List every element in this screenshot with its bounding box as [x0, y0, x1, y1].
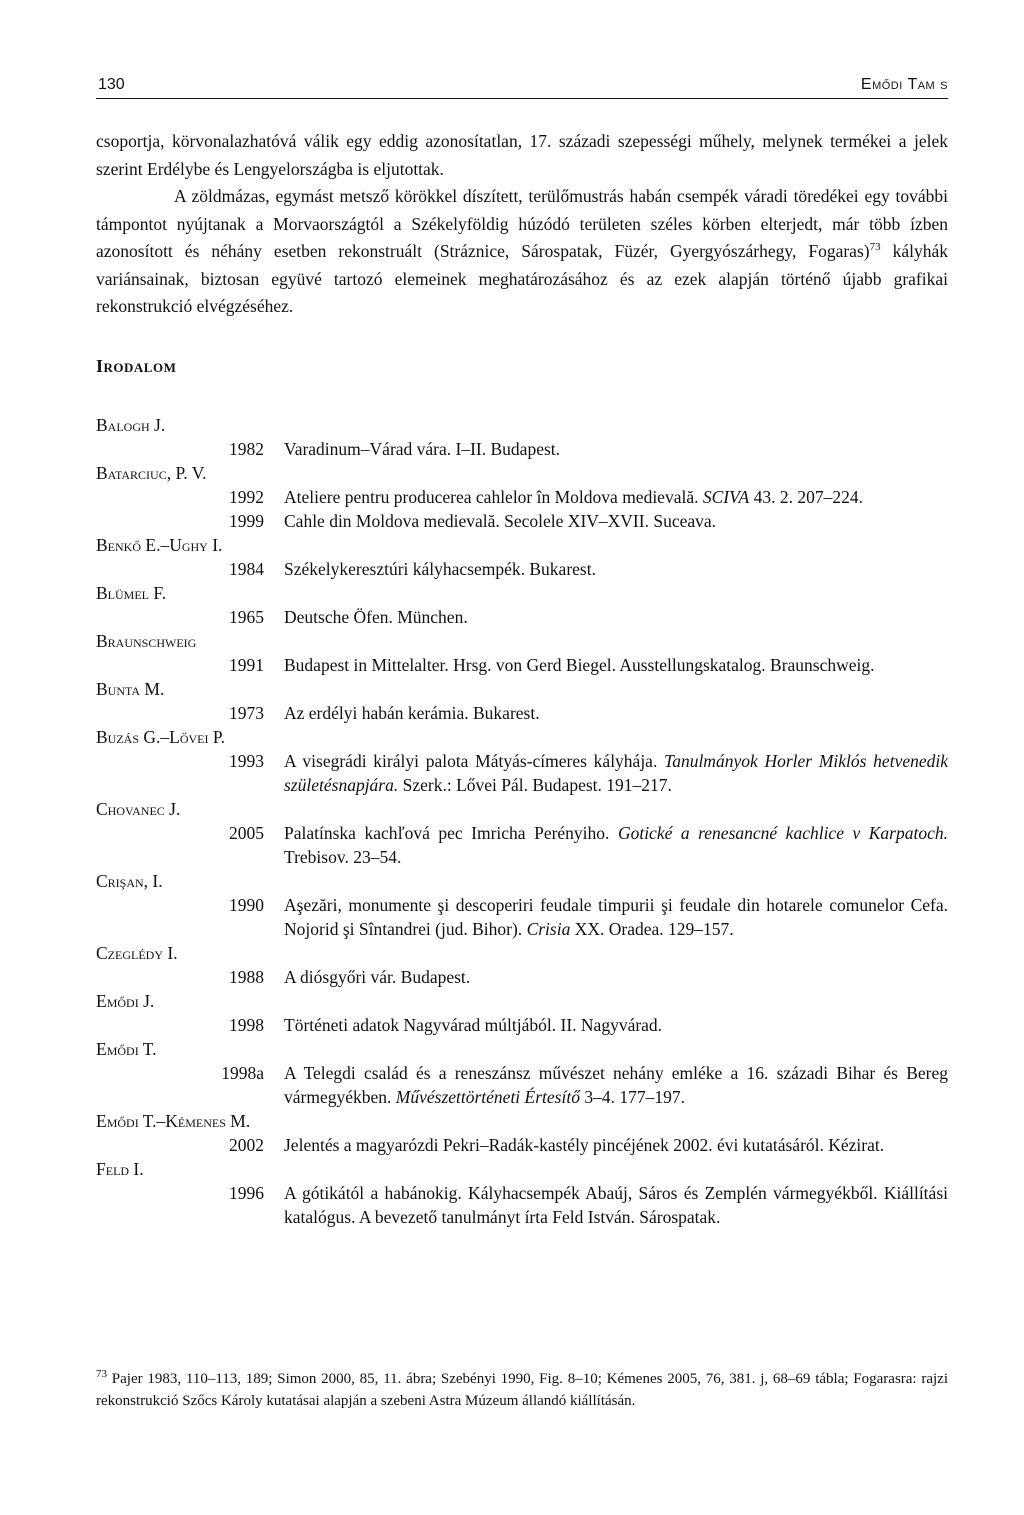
reference-item	[96, 725, 948, 797]
reference-year: 1993	[229, 751, 264, 771]
reference-entry	[96, 1181, 948, 1229]
reference-title: A diósgyőri vár. Budapest.	[284, 967, 471, 987]
paragraph-2-text: A zöldmázas, egymást metsző körökkel díszített, terülőmustrás habán csempék váradi töredékei egy további támpontot nyújtanak a Morvaországtól a Székelyföldig húzódó területen széles körben elterjedt, már több ízben azonosított és néhány esetben rekonstruált (Stráznice, Sárospatak, Füzér, Gyergyószárhegy, Fogaras)	[96, 186, 948, 261]
reference-year: 1982	[229, 439, 264, 459]
reference-year: 1991	[229, 655, 264, 675]
footnote	[96, 1368, 948, 1412]
page-header	[96, 74, 948, 99]
reference-title-tail: 43. 2. 207–224.	[749, 487, 863, 507]
reference-item	[96, 533, 948, 581]
reference-item	[96, 677, 948, 725]
reference-author: Emődi J.	[96, 991, 155, 1011]
reference-entry	[96, 893, 948, 941]
reference-entry	[96, 965, 948, 989]
reference-title-tail: Trebisov. 23–54.	[284, 847, 402, 867]
reference-year: 1990	[229, 895, 264, 915]
reference-title-text: A visegrádi királyi palota Mátyás-címeres kályhája.	[284, 751, 665, 771]
reference-author: Crişan, I.	[96, 871, 163, 891]
reference-year: 1984	[229, 559, 264, 579]
reference-title-tail: XX. Oradea. 129–157.	[570, 919, 734, 939]
reference-title: Cahle din Moldova medievală. Secolele XIV–XVII. Suceava.	[284, 511, 717, 531]
reference-title-text: Palatínska kachľová pec Imricha Perényiho.	[284, 823, 618, 843]
reference-title	[284, 1061, 948, 1109]
reference-author: Czeglédy I.	[96, 943, 178, 963]
running-title: Emődi Tam s	[860, 76, 948, 93]
reference-year: 1998a	[221, 1063, 264, 1083]
reference-item	[96, 869, 948, 941]
reference-title: Az erdélyi habán kerámia. Bukarest.	[284, 703, 540, 723]
reference-item	[96, 461, 948, 533]
reference-item	[96, 797, 948, 869]
reference-item	[96, 413, 948, 461]
reference-entry	[96, 821, 948, 869]
paragraph-2	[96, 183, 948, 321]
paragraph-1: csoportja, körvonalazhatóvá válik egy eddig azonosítatlan, 17. századi szepességi műhely, melynek termékei a jelek szerint Erdélybe és Lengyelországba is eljutottak.	[96, 131, 948, 179]
reference-title: Deutsche Öfen. München.	[284, 607, 468, 627]
reference-entry	[96, 509, 948, 533]
reference-year: 1998	[229, 1015, 264, 1035]
reference-entry	[96, 557, 948, 581]
reference-year: 1988	[229, 967, 264, 987]
reference-journal: Crisia	[526, 919, 571, 939]
section-title: Irodalom	[96, 356, 177, 376]
reference-item	[96, 629, 948, 677]
reference-title	[284, 893, 948, 941]
reference-author: Blümel F.	[96, 583, 167, 603]
reference-title-tail: 3–4. 177–197.	[579, 1087, 685, 1107]
reference-author: Bunta M.	[96, 679, 165, 699]
reference-author: Feld I.	[96, 1159, 144, 1179]
reference-title: Székelykeresztúri kályhacsempék. Bukarest.	[284, 559, 596, 579]
reference-item	[96, 989, 948, 1037]
reference-journal: Tanulmányok Horler Miklós hetvenedik születésnapjára.	[284, 751, 948, 795]
reference-year: 1999	[229, 511, 264, 531]
reference-entry	[96, 1061, 948, 1109]
reference-title	[284, 749, 948, 797]
reference-year: 1996	[229, 1183, 264, 1203]
reference-author: Benkő E.–Ughy I.	[96, 535, 223, 555]
reference-title	[284, 485, 948, 509]
reference-author: Buzás G.–Lővei P.	[96, 727, 226, 747]
reference-item	[96, 1109, 948, 1157]
reference-journal: Gotické a renesancné kachlice v Karpatoch.	[617, 823, 948, 843]
reference-entry	[96, 1013, 948, 1037]
reference-title: Jelentés a magyarózdi Pekri–Radák-kastély pincéjének 2002. évi kutatásáról. Kézirat.	[284, 1135, 885, 1155]
reference-title: Budapest in Mittelalter. Hrsg. von Gerd Biegel. Ausstellungskatalog. Braunschweig.	[284, 655, 875, 675]
reference-entry	[96, 653, 948, 677]
reference-entry	[96, 701, 948, 725]
reference-entry	[96, 485, 948, 509]
reference-title-text: Aşezări, monumente şi descoperiri feudale timpurii şi feudale din hotarele comunelor Cefa. Nojorid şi Sîntandrei (jud. Bihor).	[284, 895, 948, 939]
reference-year: 2002	[229, 1135, 264, 1155]
reference-year: 1992	[229, 487, 264, 507]
reference-year: 1973	[229, 703, 264, 723]
reference-author: Chovanec J.	[96, 799, 181, 819]
footnote-text: Pajer 1983, 110–113, 189; Simon 2000, 85, 11. ábra; Szebényi 1990, Fig. 8–10; Kémenes 2005, 76, 381. j, 68–69 tábla; Fogarasra: rajzi rekonstrukció Szőcs Károly kutatásai alapján a szebeni Astra Múzeum állandó kiállításán.	[96, 1371, 949, 1409]
reference-item	[96, 581, 948, 629]
reference-entry	[96, 749, 948, 797]
reference-journal: Művészettörténeti Értesítő	[395, 1087, 580, 1107]
reference-title-text: Ateliere pentru producerea cahlelor în Moldova medievală.	[284, 487, 703, 507]
page-number: 130	[98, 76, 125, 93]
reference-journal: SCIVA	[702, 487, 750, 507]
reference-item	[96, 941, 948, 989]
reference-author: Emődi T.	[96, 1039, 157, 1059]
footnote-ref[interactable]: 73	[869, 241, 881, 254]
reference-author: Emődi T.–Kémenes M.	[96, 1111, 251, 1131]
reference-author: Balogh J.	[96, 415, 166, 435]
reference-item	[96, 1157, 948, 1229]
reference-title: Varadinum–Várad vára. I–II. Budapest.	[284, 439, 561, 459]
reference-title-tail: Szerk.: Lővei Pál. Budapest. 191–217.	[398, 775, 672, 795]
reference-title: A gótikától a habánokig. Kályhacsempék Abaúj, Sáros és Zemplén vármegyékből. Kiállítási katalógus. A bevezető tanulmányt írta Feld István. Sárospatak.	[284, 1183, 948, 1227]
paragraph-2-text-end: kályhák variánsainak, biztosan együvé tartozó elemeinek meghatározásához és az ezek alapján történő újabb grafikai rekonstrukció elvégzéséhez.	[96, 241, 948, 316]
reference-item	[96, 1037, 948, 1109]
footnote-number: 73	[96, 1368, 107, 1380]
reference-title-text: A Telegdi család és a reneszánsz művészet nehány emléke a 16. századi Bihar és Bereg vármegyékben.	[284, 1063, 948, 1107]
reference-author: Braunschweig	[96, 631, 197, 651]
reference-title	[284, 821, 948, 869]
reference-year: 2005	[229, 823, 264, 843]
reference-entry	[96, 1133, 948, 1157]
reference-list	[96, 413, 948, 1229]
reference-year: 1965	[229, 607, 264, 627]
reference-entry	[96, 437, 948, 461]
reference-author: Batarciuc, P. V.	[96, 463, 207, 483]
reference-title: Történeti adatok Nagyvárad múltjából. II. Nagyvárad.	[284, 1015, 663, 1035]
reference-entry	[96, 605, 948, 629]
